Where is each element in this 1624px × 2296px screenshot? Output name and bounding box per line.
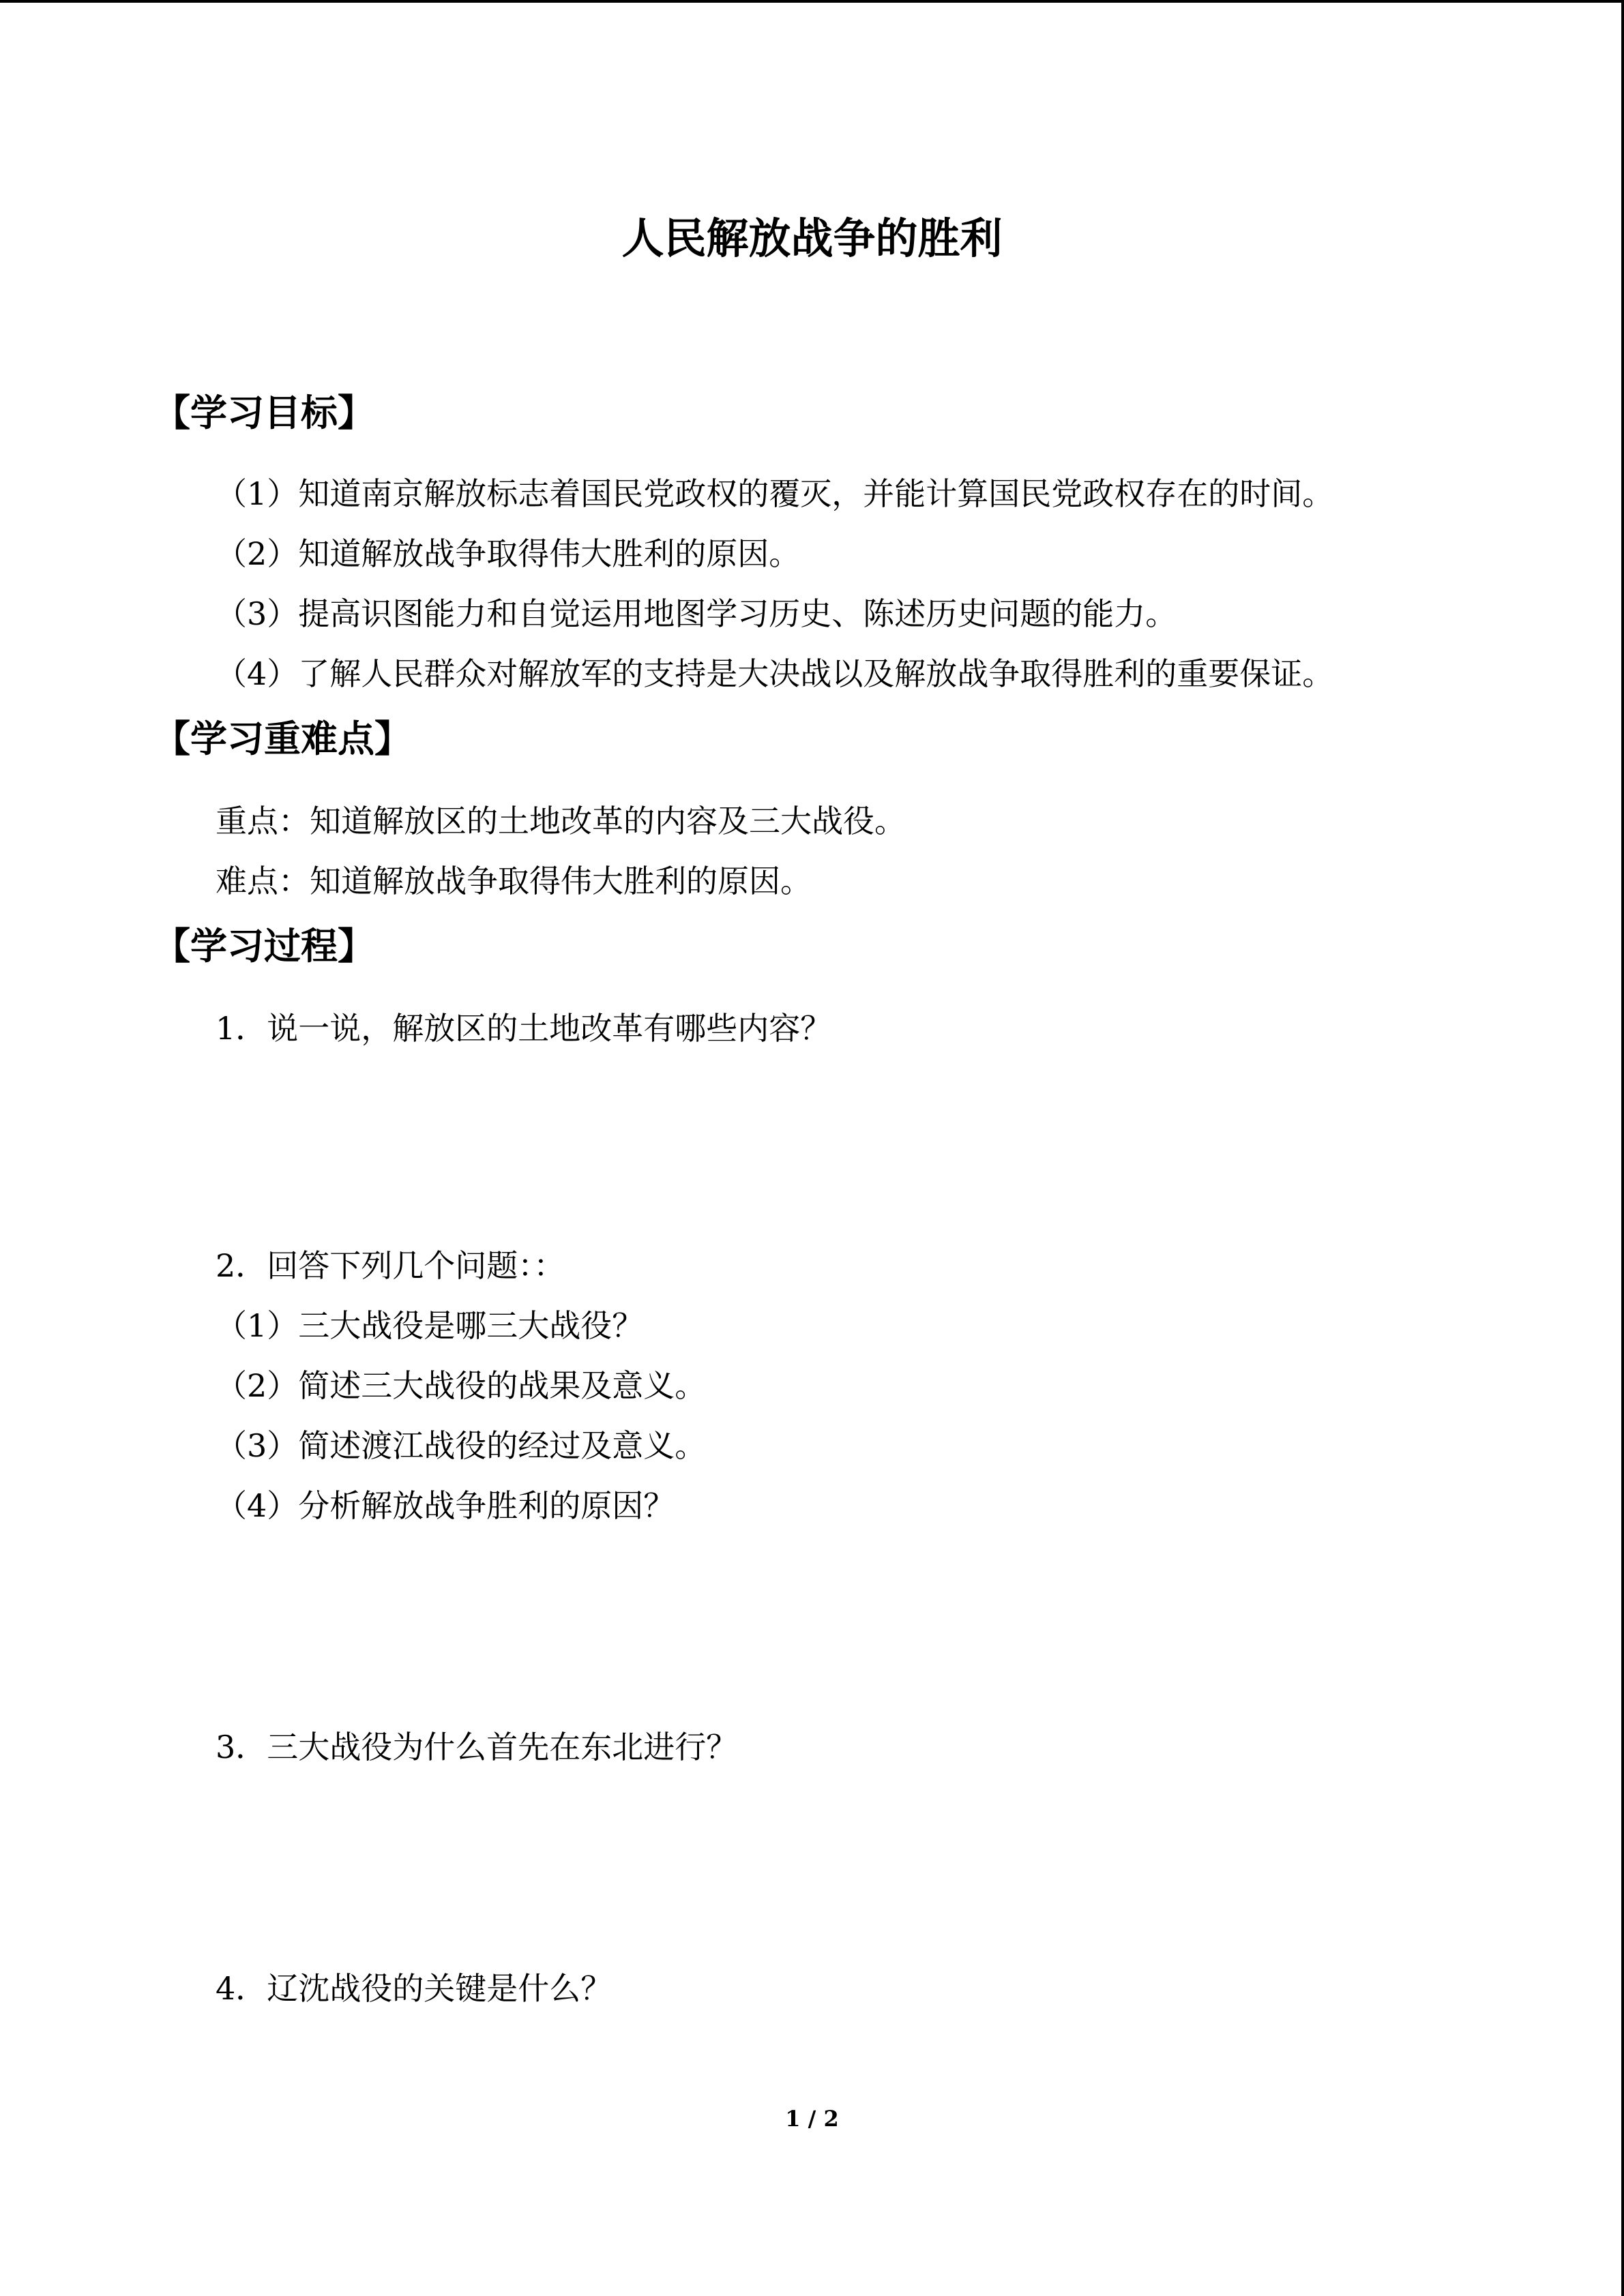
question-1: 1．说一说，解放区的土地改革有哪些内容？ [216,1010,832,1047]
question-2: 2．回答下列几个问题：： [216,1247,565,1284]
page-title: 人民解放战争的胜利 [621,213,1003,263]
heading-process: 【学习过程】 [153,924,374,968]
objective-item-3: （3）提高识图能力和自觉运用地图学习历史、陈述历史问题的能力。 [216,595,1177,632]
question-4: 4．辽沈战役的关键是什么？ [216,1970,612,2007]
heading-objectives: 【学习目标】 [153,391,374,434]
question-3: 3．三大战役为什么首先在东北进行？ [216,1729,738,1765]
objective-item-1: （1）知道南京解放标志着国民党政权的覆灭，并能计算国民党政权存在的时间。 [216,475,1334,512]
question-2-item-1: （1）三大战役是哪三大战役？ [216,1307,644,1344]
page-number: 1 / 2 [785,2106,839,2132]
question-2-item-2: （2）简述三大战役的战果及意义。 [216,1367,707,1404]
key-point-item-2: 难点：知道解放战争取得伟大胜利的原因。 [216,863,812,899]
question-2-item-3: （3）简述渡江战役的经过及意义。 [216,1427,707,1464]
objective-item-4: （4）了解人民群众对解放军的支持是大决战以及解放战争取得胜利的重要保证。 [216,655,1334,692]
question-2-item-4: （4）分析解放战争胜利的原因？ [216,1487,675,1524]
objective-item-2: （2）知道解放战争取得伟大胜利的原因。 [216,535,801,572]
key-point-item-1: 重点：知道解放区的土地改革的内容及三大战役。 [216,803,906,839]
heading-key-points: 【学习重难点】 [153,717,411,760]
